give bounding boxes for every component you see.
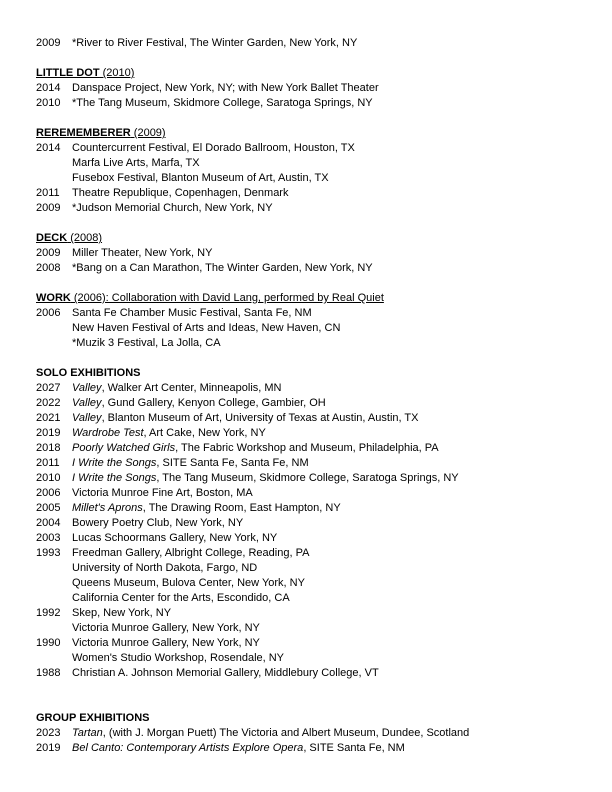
year: 2023: [36, 727, 61, 739]
year: [36, 336, 72, 351]
year: [36, 561, 72, 576]
exhibition-venue: Victoria Munroe Gallery, New York, NY: [72, 637, 260, 649]
performance-row: [36, 321, 596, 336]
exhibition-venue: , The Fabric Workshop and Museum, Philadelphia, PA: [175, 442, 439, 454]
year: 1993: [36, 547, 61, 559]
exhibition-entry: [72, 381, 596, 396]
performance-row: [36, 81, 596, 96]
exhibition-venue: , Walker Art Center, Minneapolis, MN: [101, 382, 282, 394]
exhibition-title: Valley: [72, 382, 102, 394]
venue: *Judson Memorial Church, New York, NY: [72, 202, 273, 214]
exhibition-title: I Write the Songs: [72, 472, 157, 484]
venue: Theatre Republique, Copenhagen, Denmark: [72, 187, 289, 199]
work-title: DECK: [36, 232, 68, 244]
exhibition-row: [36, 486, 596, 501]
work-heading-deck: [36, 231, 596, 246]
year: 2022: [36, 397, 61, 409]
exhibition-entry: [72, 666, 596, 681]
exhibition-row: [36, 606, 596, 621]
exhibition-venue: , SITE Santa Fe, Santa Fe, NM: [156, 457, 309, 469]
exhibition-entry: [72, 531, 596, 546]
exhibition-row: [36, 501, 596, 516]
exhibition-row: [36, 741, 596, 756]
work-year: (2010): [99, 67, 135, 79]
year: 2009: [36, 202, 61, 214]
year: 2008: [36, 262, 61, 274]
exhibition-entry: [72, 726, 596, 741]
exhibition-entry: [72, 606, 596, 621]
year: 2018: [36, 442, 61, 454]
exhibition-entry: [72, 501, 596, 516]
performance-row: [36, 306, 596, 321]
year: 2011: [36, 187, 60, 199]
exhibition-title: Millet's Aprons: [72, 502, 143, 514]
work-year: (2008): [67, 232, 103, 244]
exhibition-row: [36, 381, 596, 396]
document: [36, 36, 596, 756]
performance-row: [36, 96, 596, 111]
work-year: (2006): Collaboration with David Lang, performed by Real Quiet: [70, 292, 384, 304]
work-title: LITTLE DOT: [36, 67, 100, 79]
exhibition-row: [36, 471, 596, 486]
exhibition-row: [36, 396, 596, 411]
exhibition-row: [36, 726, 596, 741]
exhibition-entry: [72, 591, 596, 606]
exhibition-row: [36, 456, 596, 471]
year: [36, 321, 72, 336]
exhibition-row: [36, 411, 596, 426]
exhibition-row: [36, 666, 596, 681]
exhibition-entry: [72, 546, 596, 561]
exhibition-venue: Queens Museum, Bulova Center, New York, NY: [72, 577, 305, 589]
exhibition-venue: , SITE Santa Fe, NM: [303, 742, 405, 754]
year: 2010: [36, 97, 61, 109]
exhibition-entry: [72, 516, 596, 531]
exhibition-title: Wardrobe Test: [72, 427, 144, 439]
venue: Danspace Project, New York, NY; with New York Ballet Theater: [72, 82, 379, 94]
exhibition-venue: University of North Dakota, Fargo, ND: [72, 562, 258, 574]
exhibition-row: [36, 426, 596, 441]
exhibition-venue: Victoria Munroe Fine Art, Boston, MA: [72, 487, 253, 499]
year: [36, 576, 72, 591]
exhibition-venue: , Blanton Museum of Art, University of Texas at Austin, Austin, TX: [101, 412, 419, 424]
performance-row: [36, 171, 596, 186]
venue: New Haven Festival of Arts and Ideas, New Haven, CN: [72, 322, 341, 334]
year: 2021: [36, 412, 61, 424]
year: 2014: [36, 142, 61, 154]
venue: *The Tang Museum, Skidmore College, Saratoga Springs, NY: [72, 97, 373, 109]
exhibition-venue: Bowery Poetry Club, New York, NY: [72, 517, 244, 529]
exhibition-row: [36, 636, 596, 651]
venue: Fusebox Festival, Blanton Museum of Art, Austin, TX: [72, 172, 329, 184]
performance-row: [36, 246, 596, 261]
exhibition-row: [36, 621, 596, 636]
solo-exhibitions-list: [36, 381, 596, 681]
exhibition-title: Bel Canto: Contemporary Artists Explore Opera: [72, 742, 304, 754]
venue: Countercurrent Festival, El Dorado Ballroom, Houston, TX: [72, 142, 355, 154]
exhibition-venue: Lucas Schoormans Gallery, New York, NY: [72, 532, 278, 544]
year: 2011: [36, 457, 60, 469]
exhibition-title: Tartan: [72, 727, 103, 739]
year: 2005: [36, 502, 61, 514]
year: [36, 171, 72, 186]
exhibition-venue: Freedman Gallery, Albright College, Reading, PA: [72, 547, 310, 559]
work-heading-little-dot: [36, 66, 596, 81]
exhibition-row: [36, 546, 596, 561]
exhibition-row: [36, 561, 596, 576]
performance-row: [36, 156, 596, 171]
year: 2009: [36, 37, 61, 49]
exhibition-entry: [72, 621, 596, 636]
exhibition-entry: [72, 441, 596, 456]
year: [36, 156, 72, 171]
exhibition-venue: California Center for the Arts, Escondido, CA: [72, 592, 290, 604]
exhibition-title: Poorly Watched Girls: [72, 442, 176, 454]
year: 2010: [36, 472, 61, 484]
section-title: SOLO EXHIBITIONS: [36, 367, 141, 379]
venue: *River to River Festival, The Winter Garden, New York, NY: [72, 37, 358, 49]
performance-row: [36, 336, 596, 351]
work-title: WORK: [36, 292, 71, 304]
year: 2004: [36, 517, 61, 529]
solo-exhibitions-heading: [36, 366, 596, 381]
performance-row: [36, 186, 596, 201]
work-heading-work: [36, 291, 596, 306]
exhibition-entry: [72, 561, 596, 576]
year: 2009: [36, 247, 61, 259]
venue: Miller Theater, New York, NY: [72, 247, 213, 259]
exhibition-venue: Women's Studio Workshop, Rosendale, NY: [72, 652, 285, 664]
exhibition-row: [36, 591, 596, 606]
year: [36, 591, 72, 606]
exhibition-venue: , Art Cake, New York, NY: [143, 427, 266, 439]
exhibition-entry: [72, 636, 596, 651]
exhibition-venue: , The Tang Museum, Skidmore College, Saratoga Springs, NY: [156, 472, 459, 484]
year: [36, 651, 72, 666]
exhibition-venue: Victoria Munroe Gallery, New York, NY: [72, 622, 260, 634]
exhibition-row: [36, 576, 596, 591]
exhibition-venue: , The Drawing Room, East Hampton, NY: [142, 502, 341, 514]
exhibition-entry: [72, 486, 596, 501]
venue: Marfa Live Arts, Marfa, TX: [72, 157, 200, 169]
year: [36, 621, 72, 636]
exhibition-entry: [72, 741, 596, 756]
group-exhibitions-list: [36, 726, 596, 756]
year: 2027: [36, 382, 61, 394]
venue: *Muzik 3 Festival, La Jolla, CA: [72, 337, 221, 349]
exhibition-entry: [72, 396, 596, 411]
venue: *Bang on a Can Marathon, The Winter Garden, New York, NY: [72, 262, 373, 274]
section-title: GROUP EXHIBITIONS: [36, 712, 150, 724]
exhibition-venue: , Gund Gallery, Kenyon College, Gambier, OH: [101, 397, 326, 409]
exhibition-row: [36, 441, 596, 456]
year: 2003: [36, 532, 61, 544]
exhibition-title: Valley: [72, 412, 102, 424]
exhibition-title: Valley: [72, 397, 102, 409]
exhibition-venue: Skep, New York, NY: [72, 607, 172, 619]
exhibition-entry: [72, 426, 596, 441]
exhibition-row: [36, 516, 596, 531]
exhibition-venue: Christian A. Johnson Memorial Gallery, Middlebury College, VT: [72, 667, 379, 679]
work-heading-reremember: [36, 126, 596, 141]
year: 1992: [36, 607, 61, 619]
performance-row: [36, 36, 596, 51]
performance-row: [36, 261, 596, 276]
venue: Santa Fe Chamber Music Festival, Santa Fe, NM: [72, 307, 312, 319]
year: 2019: [36, 742, 61, 754]
work-year: (2009): [130, 127, 166, 139]
performance-row: [36, 141, 596, 156]
year: 2019: [36, 427, 61, 439]
year: 2006: [36, 487, 61, 499]
exhibition-row: [36, 531, 596, 546]
year: 2014: [36, 82, 61, 94]
year: 2006: [36, 307, 61, 319]
performance-row: [36, 201, 596, 216]
exhibition-entry: [72, 456, 596, 471]
year: 1990: [36, 637, 61, 649]
exhibition-entry: [72, 576, 596, 591]
exhibition-entry: [72, 471, 596, 486]
group-exhibitions-heading: [36, 711, 596, 726]
exhibition-title: I Write the Songs: [72, 457, 157, 469]
exhibition-row: [36, 651, 596, 666]
exhibition-venue: , (with J. Morgan Puett) The Victoria and Albert Museum, Dundee, Scotland: [102, 727, 470, 739]
exhibition-entry: [72, 651, 596, 666]
year: 1988: [36, 667, 61, 679]
work-title: REREMEMBERER: [36, 127, 131, 139]
exhibition-entry: [72, 411, 596, 426]
